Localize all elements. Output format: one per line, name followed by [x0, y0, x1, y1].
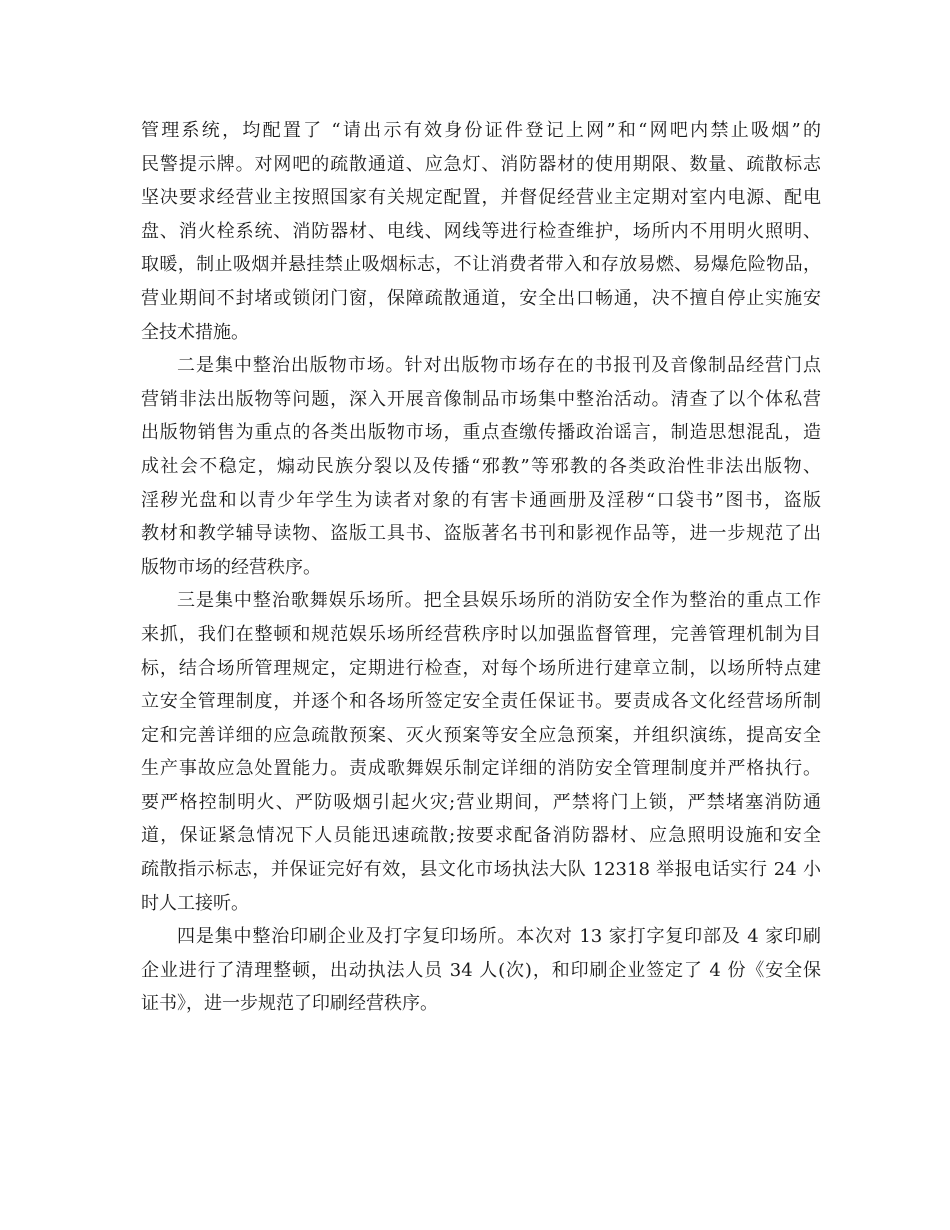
text-line: 版物市场的经营秩序。 — [141, 556, 321, 578]
text-line: 四是集中整治印刷企业及打字复印场所。本次对 13 家打字复印部及 4 家印刷 — [177, 926, 821, 948]
text-line: 教材和教学辅导读物、盗版工具书、盗版著名书刊和影视作品等，进一步规范了出 — [141, 523, 821, 545]
text-line: 企业进行了清理整顿，出动执法人员 34 人(次)，和印刷企业签定了 4 份《安全保 — [141, 959, 821, 981]
text-line: 取暖，制止吸烟并悬挂禁止吸烟标志，不让消费者带入和存放易燃、易爆危险物品， — [141, 254, 821, 276]
paragraph-printing-enterprises — [141, 920, 821, 1021]
text-line: 民警提示牌。对网吧的疏散通道、应急灯、消防器材的使用期限、数量、疏散标志 — [141, 153, 821, 175]
paragraph-entertainment-venues — [141, 584, 821, 920]
document-body — [141, 114, 821, 1021]
text-line: 标，结合场所管理规定，定期进行检查，对每个场所进行建章立制，以场所特点建 — [141, 657, 821, 679]
text-line: 疏散指示标志，并保证完好有效，县文化市场执法大队 12318 举报电话实行 24 小 — [141, 859, 821, 881]
paragraph-network-cafe-continued — [141, 114, 821, 349]
text-line: 立安全管理制度，并逐个和各场所签定安全责任保证书。要责成各文化经营场所制 — [141, 691, 821, 713]
text-line: 三是集中整治歌舞娱乐场所。把全县娱乐场所的消防安全作为整治的重点工作 — [177, 590, 821, 612]
text-line: 坚决要求经营业主按照国家有关规定配置，并督促经营业主定期对室内电源、配电 — [141, 187, 821, 209]
text-line: 管理系统，均配置了 “请出示有效身份证件登记上网”和“网吧内禁止吸烟”的 — [141, 120, 821, 141]
text-line: 二是集中整治出版物市场。针对出版物市场存在的书报刊及音像制品经营门点 — [177, 355, 821, 377]
text-line: 全技术措施。 — [141, 321, 249, 343]
paragraph-publication-market — [141, 349, 821, 584]
text-line: 出版物销售为重点的各类出版物市场，重点查缴传播政治谣言，制造思想混乱，造 — [141, 422, 821, 444]
text-line: 成社会不稳定，煽动民族分裂以及传播“邪教”等邪教的各类政治性非法出版物、 — [141, 455, 821, 477]
text-line: 道，保证紧急情况下人员能迅速疏散;按要求配备消防器材、应急照明设施和安全 — [141, 825, 821, 847]
text-line: 营销非法出版物等问题，深入开展音像制品市场集中整治活动。清查了以个体私营 — [141, 388, 821, 410]
text-line: 证书》，进一步规范了印刷经营秩序。 — [141, 993, 438, 1015]
text-line: 定和完善详细的应急疏散预案、灭火预案等安全应急预案，并组织演练，提高安全 — [141, 724, 821, 746]
text-line: 生产事故应急处置能力。责成歌舞娱乐制定详细的消防安全管理制度并严格执行。 — [141, 758, 821, 780]
text-line: 时人工接听。 — [141, 892, 249, 914]
text-line: 来抓，我们在整顿和规范娱乐场所经营秩序时以加强监督管理，完善管理机制为目 — [141, 623, 821, 645]
text-line: 要严格控制明火、严防吸烟引起火灾;营业期间，严禁将门上锁，严禁堵塞消防通 — [141, 791, 821, 813]
text-line: 盘、消火栓系统、消防器材、电线、网线等进行检查维护，场所内不用明火照明、 — [141, 220, 821, 242]
text-line: 淫秽光盘和以青少年学生为读者对象的有害卡通画册及淫秽“口袋书”图书，盗版 — [141, 489, 821, 511]
text-line: 营业期间不封堵或锁闭门窗，保障疏散通道，安全出口畅通，决不擅自停止实施安 — [141, 287, 821, 309]
